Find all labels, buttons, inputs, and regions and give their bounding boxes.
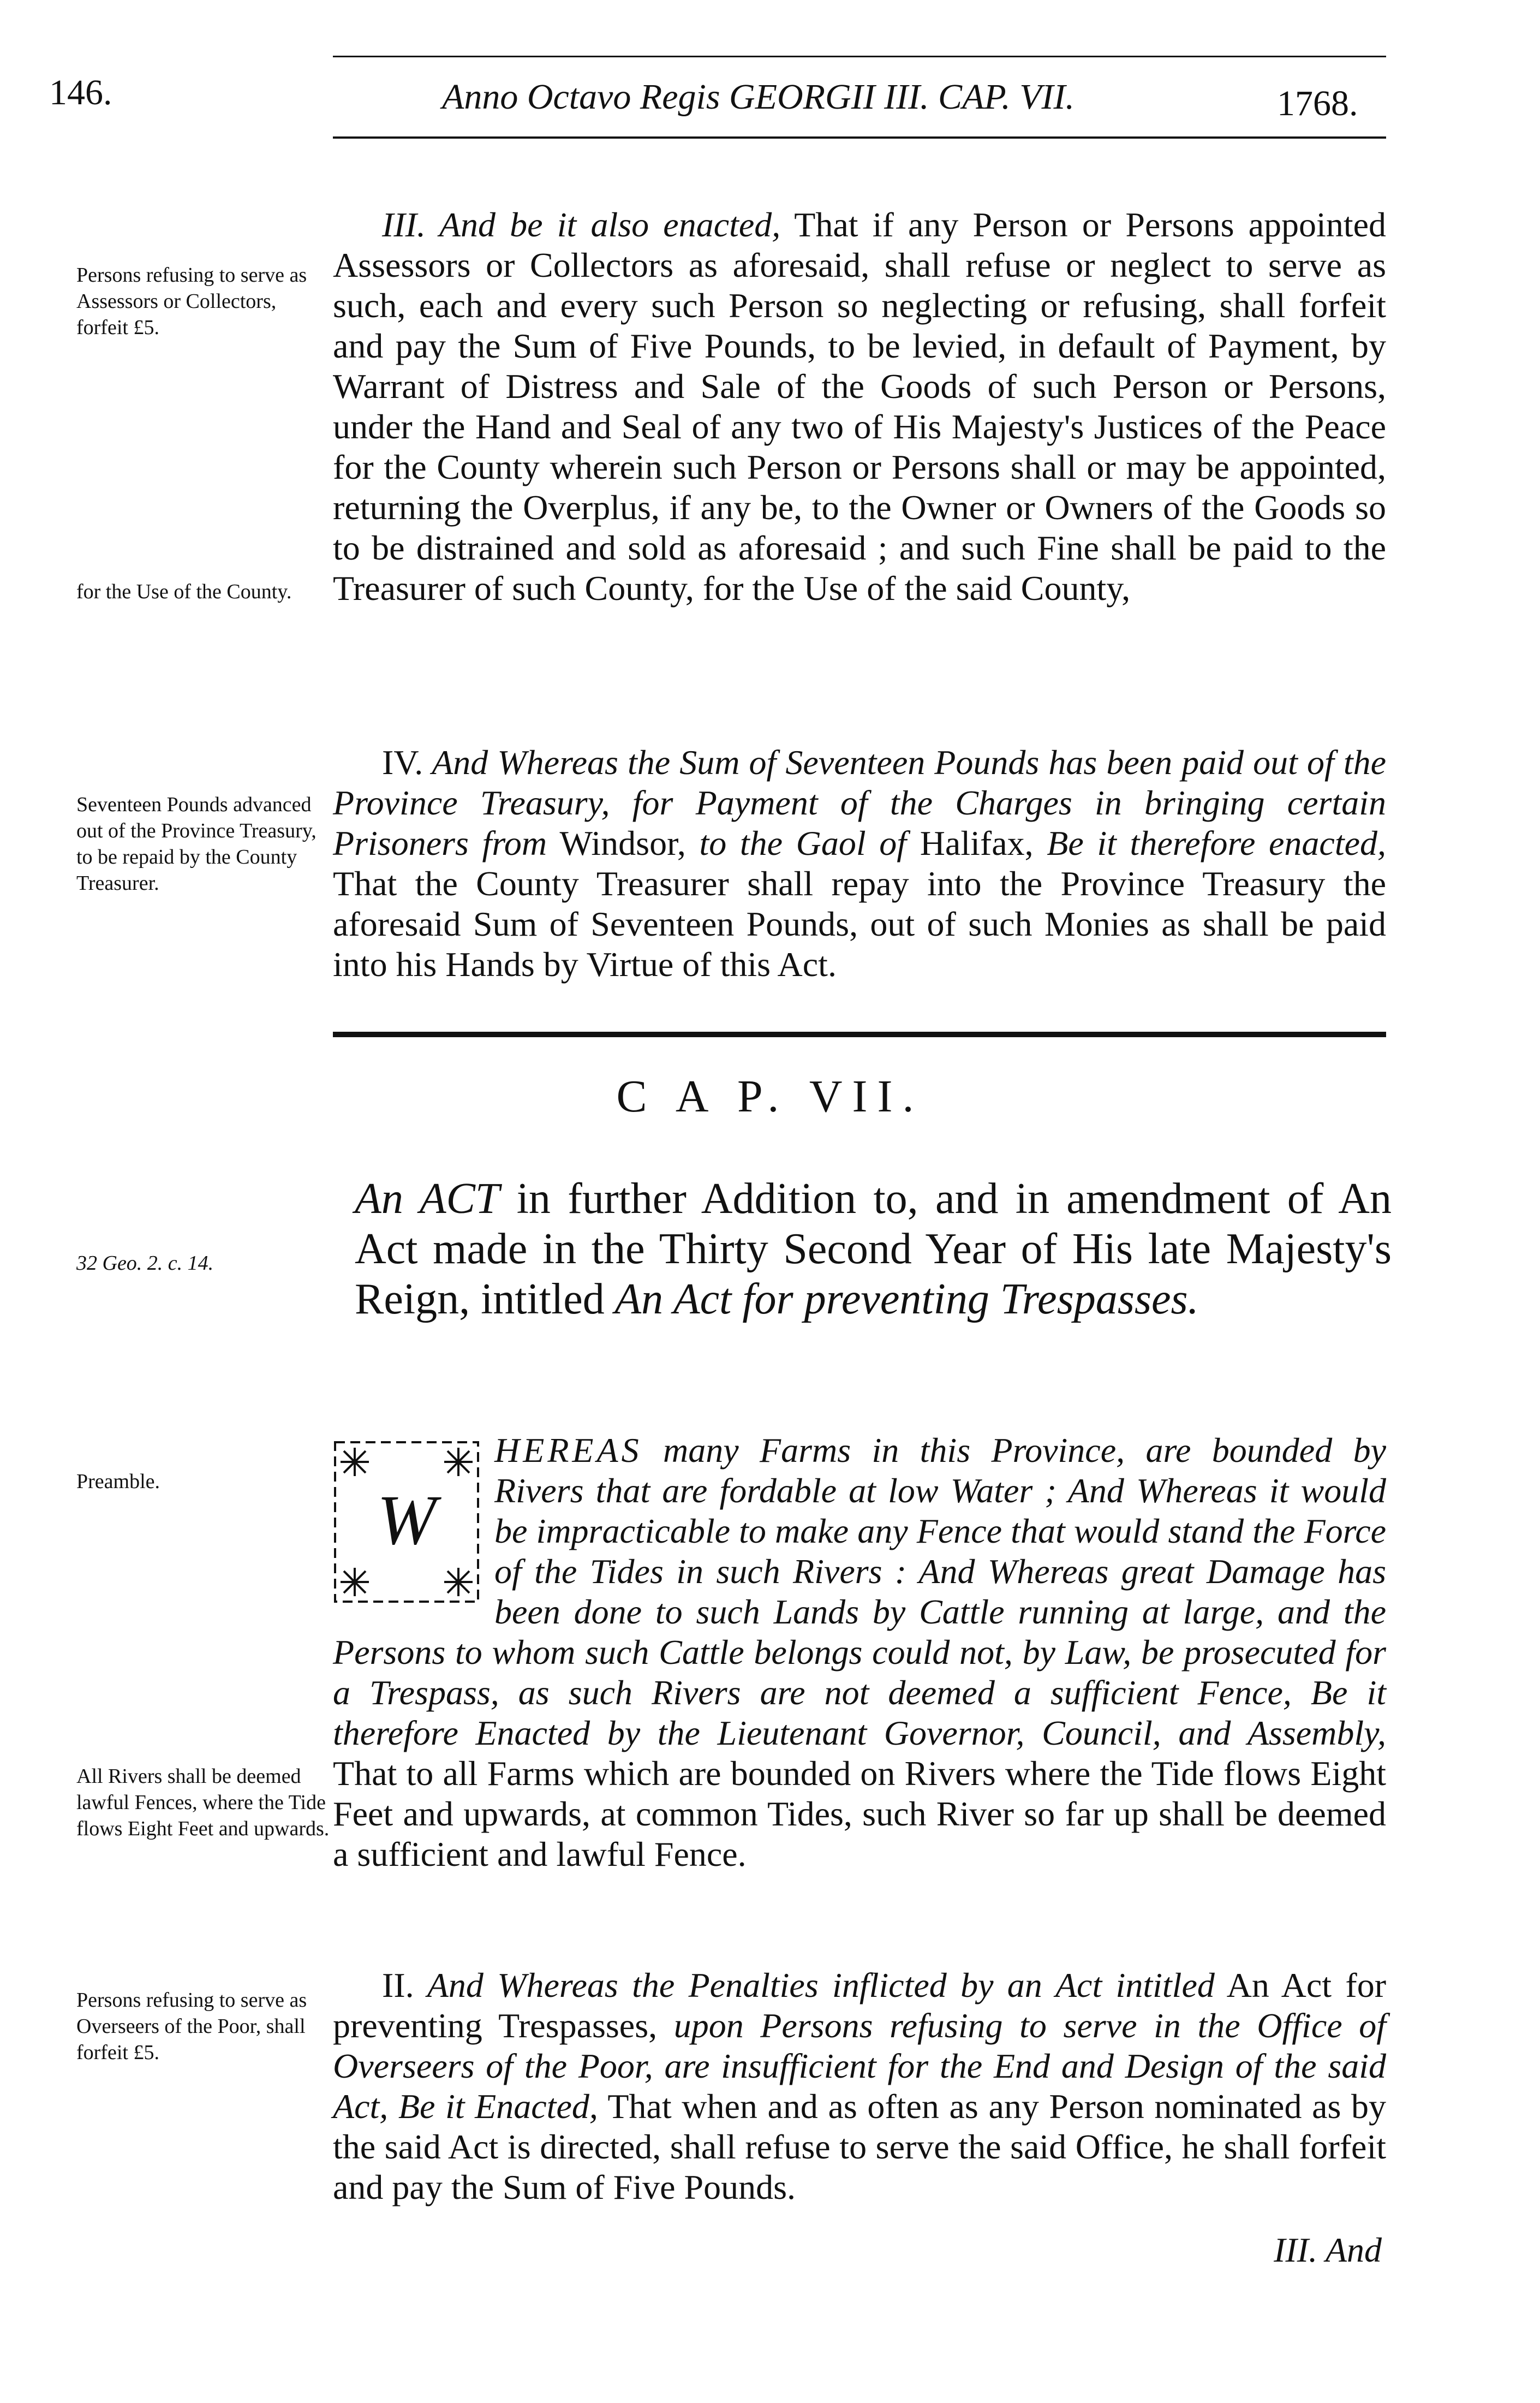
margin-note-citation: 32 Geo. 2. c. 14. — [76, 1252, 214, 1275]
section-iv-gaol: to the Gaol of — [685, 824, 907, 863]
act-title-an-act: An ACT — [355, 1175, 500, 1223]
act-title-main: in further Addition to, and in amendment of An Act made in the Thirty Second Year of His late Majesty's Reign, intitled — [355, 1175, 1392, 1323]
margin-note-preamble: Preamble. — [76, 1470, 160, 1493]
section-ii-whereas: And Whereas the Penalties inflicted by an Act intitled — [414, 1966, 1215, 2005]
section-iv — [333, 742, 1386, 985]
header-top-rule — [333, 56, 1386, 57]
preamble — [333, 1430, 1386, 1875]
place-windsor: Windsor, — [547, 824, 686, 863]
margin-note-use-of-county: for the Use of the County. — [76, 580, 292, 603]
section-iv-text: That the County Treasurer shall repay into the Province Treasury the aforesaid Sum of Seventeen Pounds, out of such Monies as shall be paid into his Hands by Virtue of this Act. — [333, 864, 1386, 984]
catchword: III. And — [1274, 2230, 1382, 2269]
section-iv-number: IV. — [382, 743, 423, 782]
section-iii — [333, 205, 1386, 609]
margin-note-overseers: Persons refusing to serve as Overseers of the Poor, shall forfeit £5. — [76, 1989, 307, 2064]
section-iv-whereas: And Whereas the Sum of Seventeen Pounds has been paid out of the Province Treasury, for Payment of the Charges in bringing certain Prisoners from — [333, 743, 1386, 863]
section-iii-text: That if any Person or Persons appointed Assessors or Collectors as aforesaid, shall refuse or neglect to serve as such, each and every such Person so neglecting or refusing, shall forfeit and pay the Sum of Five Pounds, to be levied, in default of Payment, by Warrant of Distress and Sale of the Goods of such Person or Persons, under the Hand and Seal of any two of His Majesty's Justices of the Peace for the County wherein such Person or Persons shall or may be appointed, returning the Overplus, if any be, to the Owner or Owners of the Goods so to be distrained and sold as aforesaid ; and such Fine shall be paid to the Treasurer of such County, for the Use of the said County, — [333, 205, 1387, 608]
page-number: 146. — [49, 73, 112, 112]
section-iii-lead: III. And be it also enacted, — [382, 205, 781, 244]
section-ii-recital: upon Persons refusing to serve in the Office of Overseers of the Poor, are insufficient for the End and Design of the said Act, Be it Enacted, — [333, 2006, 1387, 2126]
preamble-hereas: HEREAS — [494, 1431, 642, 1470]
section-ii-text: That when and as often as any Person nominated as by the said Act is directed, shall refuse to serve the said Office, he shall forfeit and pay the Sum of Five Pounds. — [333, 2087, 1387, 2206]
margin-note-rivers-fences: All Rivers shall be deemed lawful Fences, where the Tide flows Eight Feet and upwards. — [76, 1765, 330, 1840]
chapter-heading: C A P. VII. — [616, 1071, 924, 1122]
place-halifax: Halifax, — [906, 824, 1034, 863]
margin-note-assessors: Persons refusing to serve as Assessors or Collectors, forfeit £5. — [76, 264, 307, 339]
dropcap-letter: W — [377, 1481, 437, 1560]
preamble-enactment: That to all Farms which are bounded on Rivers where the Tide flows Eight Feet and upwards, at common Tides, such River so far up shall be deemed a sufficient and lawful Fence. — [333, 1754, 1386, 1873]
page-year: 1768. — [1277, 84, 1358, 123]
section-ii — [333, 1965, 1386, 2208]
margin-note-seventeen-pounds: Seventeen Pounds advanced out of the Province Treasury, to be repaid by the County Treasurer. — [76, 793, 317, 895]
act-title-short: An Act for preventing Trespasses. — [604, 1275, 1199, 1323]
act-title — [355, 1174, 1392, 1324]
section-divider — [333, 1032, 1386, 1037]
preamble-whereas: many Farms in this Province, are bounded by Rivers that are fordable at low Water ; And Whereas it would be impracticable to make any Fence that would stand the Force of the Tides in such Rivers : And Whereas great Damage has been done to such Lands by Cattle running at large, and the Persons to whom such Cattle belongs could not, by Law, be prosecuted for a Trespass, as such Rivers are not deemed a sufficient Fence, Be it therefore Enacted by the Lieutenant Governor, Council, and Assembly, — [333, 1431, 1386, 1752]
ornamental-dropcap — [333, 1440, 480, 1604]
running-title: Anno Octavo Regis GEORGII III. CAP. VII. — [442, 77, 1075, 117]
header-bottom-rule — [333, 136, 1386, 139]
section-ii-act-name: An Act for preventing Trespasses, — [333, 1966, 1387, 2045]
section-iv-enacted: Be it therefore enacted, — [1033, 824, 1386, 863]
section-ii-number: II. — [382, 1966, 414, 2005]
